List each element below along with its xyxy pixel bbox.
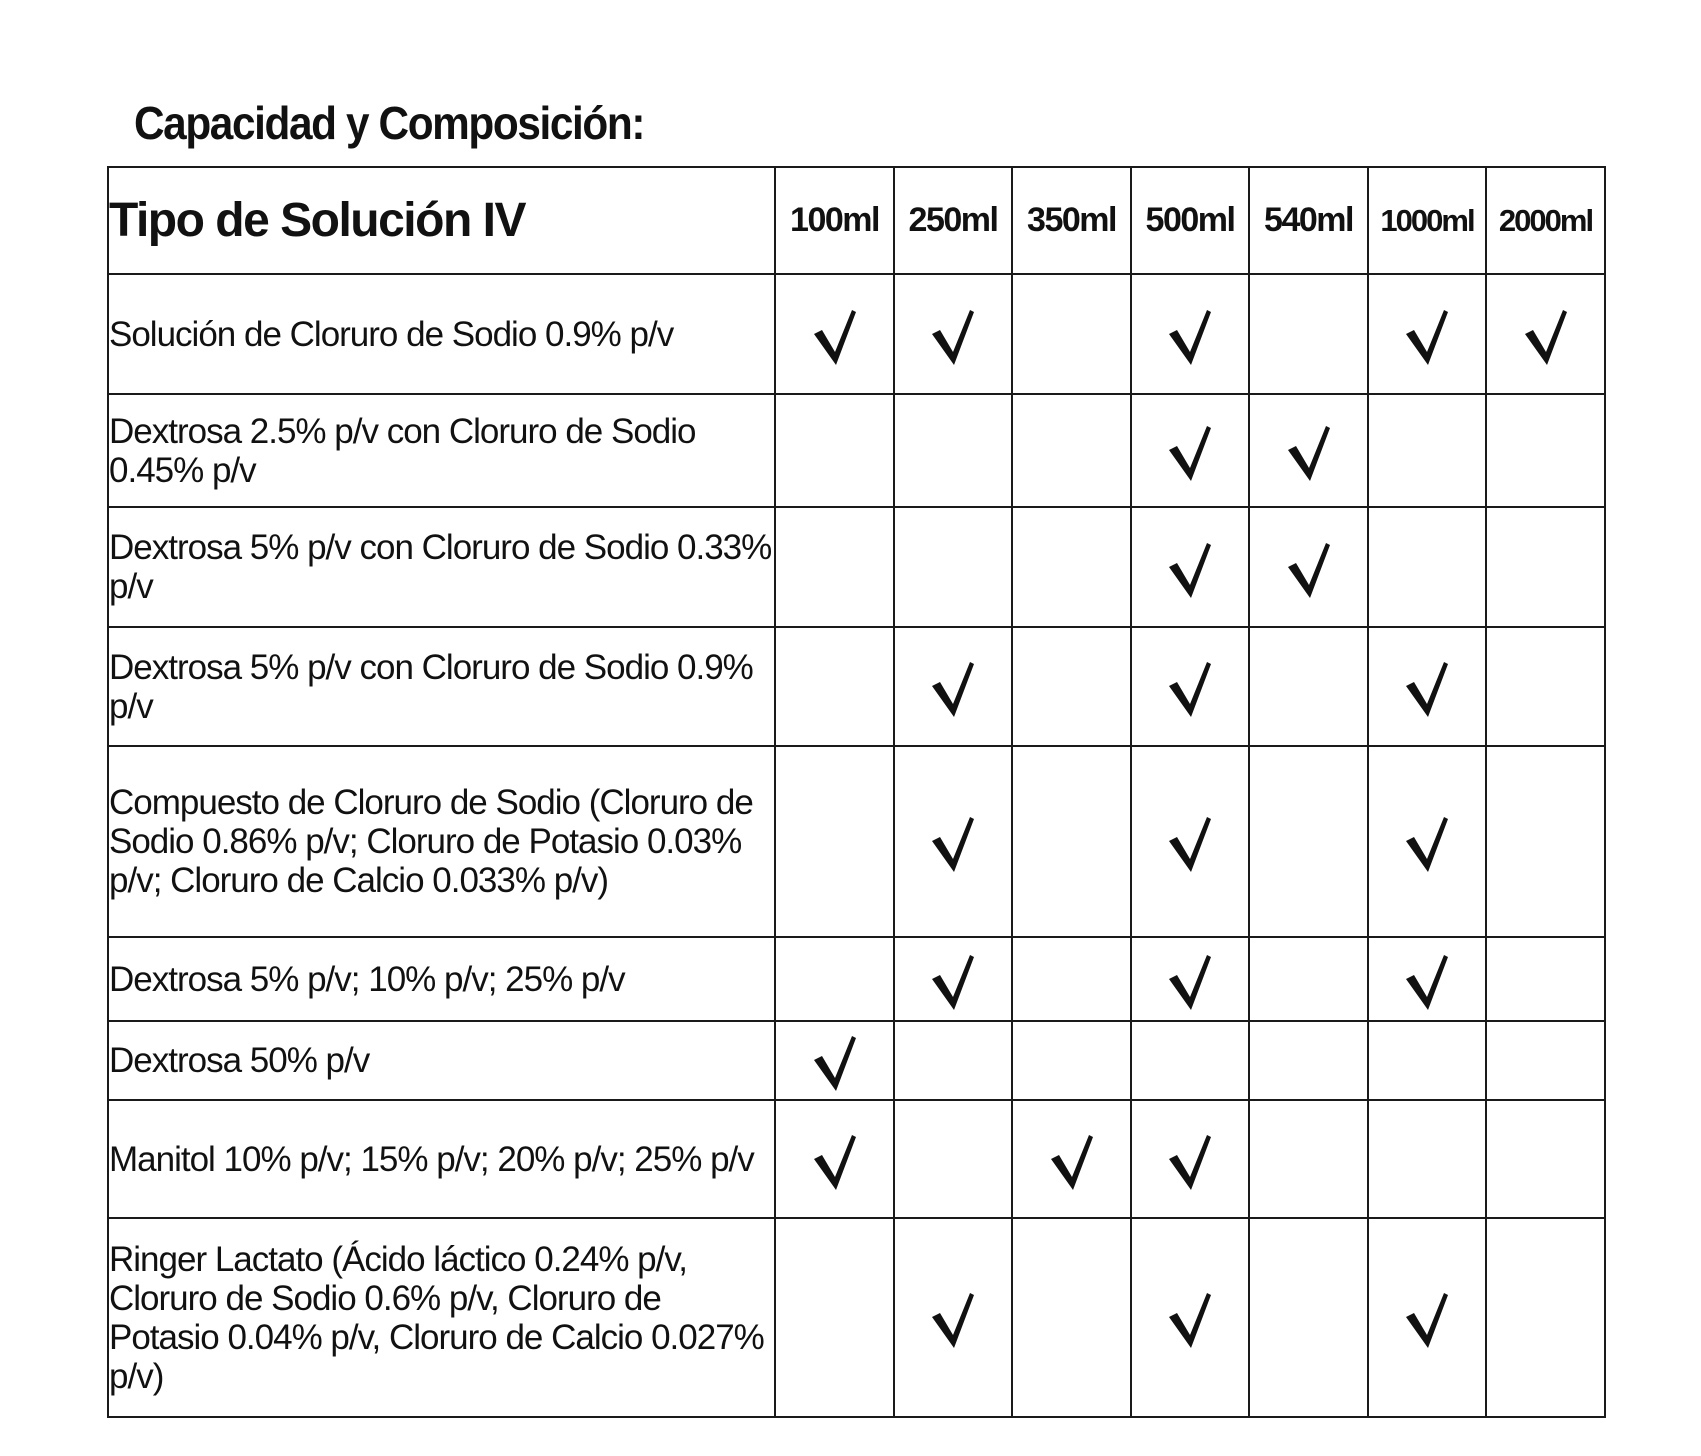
- checkmark-icon: [930, 308, 976, 368]
- availability-cell: [1012, 1218, 1131, 1417]
- availability-cell: [1486, 937, 1605, 1021]
- table-row: [108, 507, 1605, 627]
- checkmark-icon: [1167, 660, 1213, 720]
- availability-cell: [894, 937, 1012, 1021]
- table-row: [108, 394, 1605, 507]
- solution-name: Compuesto de Cloruro de Sodio (Cloruro de Sodio 0.86% p/v; Cloruro de Potasio 0.03% p/v; Cloruro de Calcio 0.033% p/v): [108, 746, 775, 937]
- availability-cell: [1131, 627, 1249, 746]
- checkmark-icon: [930, 815, 976, 875]
- checkmark-icon: [1404, 953, 1450, 1013]
- availability-cell: [1368, 937, 1486, 1021]
- availability-cell: [1486, 274, 1605, 394]
- availability-cell: [775, 1218, 894, 1417]
- availability-cell: [775, 1100, 894, 1218]
- checkmark-icon: [1286, 541, 1332, 601]
- availability-cell: [1012, 394, 1131, 507]
- availability-cell: [1368, 1218, 1486, 1417]
- availability-cell: [1249, 274, 1368, 394]
- availability-cell: [894, 1218, 1012, 1417]
- header-row: [108, 167, 1605, 274]
- availability-cell: [1249, 1100, 1368, 1218]
- availability-cell: [894, 746, 1012, 937]
- availability-cell: [1249, 1021, 1368, 1100]
- solution-name: Dextrosa 5% p/v; 10% p/v; 25% p/v: [108, 937, 775, 1021]
- availability-cell: [1012, 1100, 1131, 1218]
- availability-cell: [1131, 274, 1249, 394]
- solution-name: Manitol 10% p/v; 15% p/v; 20% p/v; 25% p/v: [108, 1100, 775, 1218]
- checkmark-icon: [1049, 1133, 1095, 1193]
- volume-header: 500ml: [1131, 167, 1249, 274]
- availability-cell: [894, 507, 1012, 627]
- table-row: [108, 937, 1605, 1021]
- availability-cell: [1131, 1021, 1249, 1100]
- table-row: [108, 1218, 1605, 1417]
- availability-cell: [775, 507, 894, 627]
- volume-header: 540ml: [1249, 167, 1368, 274]
- availability-cell: [1012, 274, 1131, 394]
- availability-cell: [1249, 394, 1368, 507]
- checkmark-icon: [812, 1034, 858, 1094]
- checkmark-icon: [1404, 815, 1450, 875]
- checkmark-icon: [812, 1133, 858, 1193]
- checkmark-icon: [1404, 1291, 1450, 1351]
- checkmark-icon: [1167, 424, 1213, 484]
- availability-cell: [1012, 507, 1131, 627]
- table-row: [108, 746, 1605, 937]
- volume-header: 2000ml: [1486, 167, 1605, 274]
- checkmark-icon: [1523, 308, 1569, 368]
- availability-cell: [1368, 1100, 1486, 1218]
- availability-cell: [1012, 746, 1131, 937]
- availability-cell: [1249, 1218, 1368, 1417]
- volume-header: 250ml: [894, 167, 1012, 274]
- availability-cell: [1368, 627, 1486, 746]
- availability-cell: [1012, 627, 1131, 746]
- availability-cell: [1368, 746, 1486, 937]
- availability-cell: [1131, 937, 1249, 1021]
- page-title: Capacidad y Composición:: [134, 97, 645, 149]
- availability-cell: [775, 1021, 894, 1100]
- availability-cell: [1486, 1218, 1605, 1417]
- availability-cell: [1012, 937, 1131, 1021]
- checkmark-icon: [1167, 1291, 1213, 1351]
- solution-name: Dextrosa 5% p/v con Cloruro de Sodio 0.33% p/v: [108, 507, 775, 627]
- availability-cell: [1131, 1218, 1249, 1417]
- checkmark-icon: [930, 1291, 976, 1351]
- availability-cell: [1249, 746, 1368, 937]
- availability-cell: [1131, 394, 1249, 507]
- availability-cell: [1249, 937, 1368, 1021]
- solution-name: Dextrosa 50% p/v: [108, 1021, 775, 1100]
- availability-cell: [1486, 746, 1605, 937]
- availability-cell: [894, 1100, 1012, 1218]
- availability-cell: [1486, 1100, 1605, 1218]
- availability-cell: [1131, 507, 1249, 627]
- checkmark-icon: [930, 953, 976, 1013]
- availability-cell: [1368, 394, 1486, 507]
- table-row: [108, 1021, 1605, 1100]
- solution-name: Ringer Lactato (Ácido láctico 0.24% p/v, Cloruro de Sodio 0.6% p/v, Cloruro de Potasio 0.04% p/v, Cloruro de Calcio 0.027% p/v): [108, 1218, 775, 1417]
- availability-cell: [1249, 627, 1368, 746]
- table-row: [108, 1100, 1605, 1218]
- availability-cell: [1486, 627, 1605, 746]
- availability-cell: [775, 627, 894, 746]
- availability-cell: [1368, 274, 1486, 394]
- availability-cell: [775, 274, 894, 394]
- availability-cell: [775, 937, 894, 1021]
- availability-cell: [894, 1021, 1012, 1100]
- availability-cell: [1486, 394, 1605, 507]
- checkmark-icon: [812, 308, 858, 368]
- checkmark-icon: [1404, 660, 1450, 720]
- availability-cell: [1368, 507, 1486, 627]
- availability-cell: [1486, 1021, 1605, 1100]
- checkmark-icon: [1167, 541, 1213, 601]
- availability-cell: [894, 274, 1012, 394]
- availability-cell: [1486, 507, 1605, 627]
- volume-header: 350ml: [1012, 167, 1131, 274]
- composition-table: [107, 166, 1606, 1418]
- checkmark-icon: [1286, 424, 1332, 484]
- checkmark-icon: [930, 660, 976, 720]
- availability-cell: [1131, 746, 1249, 937]
- table-row: [108, 627, 1605, 746]
- availability-cell: [775, 394, 894, 507]
- availability-cell: [894, 627, 1012, 746]
- volume-header: 1000ml: [1368, 167, 1486, 274]
- availability-cell: [1131, 1100, 1249, 1218]
- checkmark-icon: [1404, 308, 1450, 368]
- availability-cell: [1368, 1021, 1486, 1100]
- solution-type-header: Tipo de Solución IV: [108, 167, 775, 274]
- solutions-table-body: [108, 274, 1605, 1417]
- volume-header: 100ml: [775, 167, 894, 274]
- availability-cell: [894, 394, 1012, 507]
- availability-cell: [775, 746, 894, 937]
- checkmark-icon: [1167, 815, 1213, 875]
- availability-cell: [1012, 1021, 1131, 1100]
- solution-name: Solución de Cloruro de Sodio 0.9% p/v: [108, 274, 775, 394]
- solution-name: Dextrosa 2.5% p/v con Cloruro de Sodio 0.45% p/v: [108, 394, 775, 507]
- checkmark-icon: [1167, 308, 1213, 368]
- table-row: [108, 274, 1605, 394]
- availability-cell: [1249, 507, 1368, 627]
- solution-name: Dextrosa 5% p/v con Cloruro de Sodio 0.9% p/v: [108, 627, 775, 746]
- checkmark-icon: [1167, 1133, 1213, 1193]
- checkmark-icon: [1167, 953, 1213, 1013]
